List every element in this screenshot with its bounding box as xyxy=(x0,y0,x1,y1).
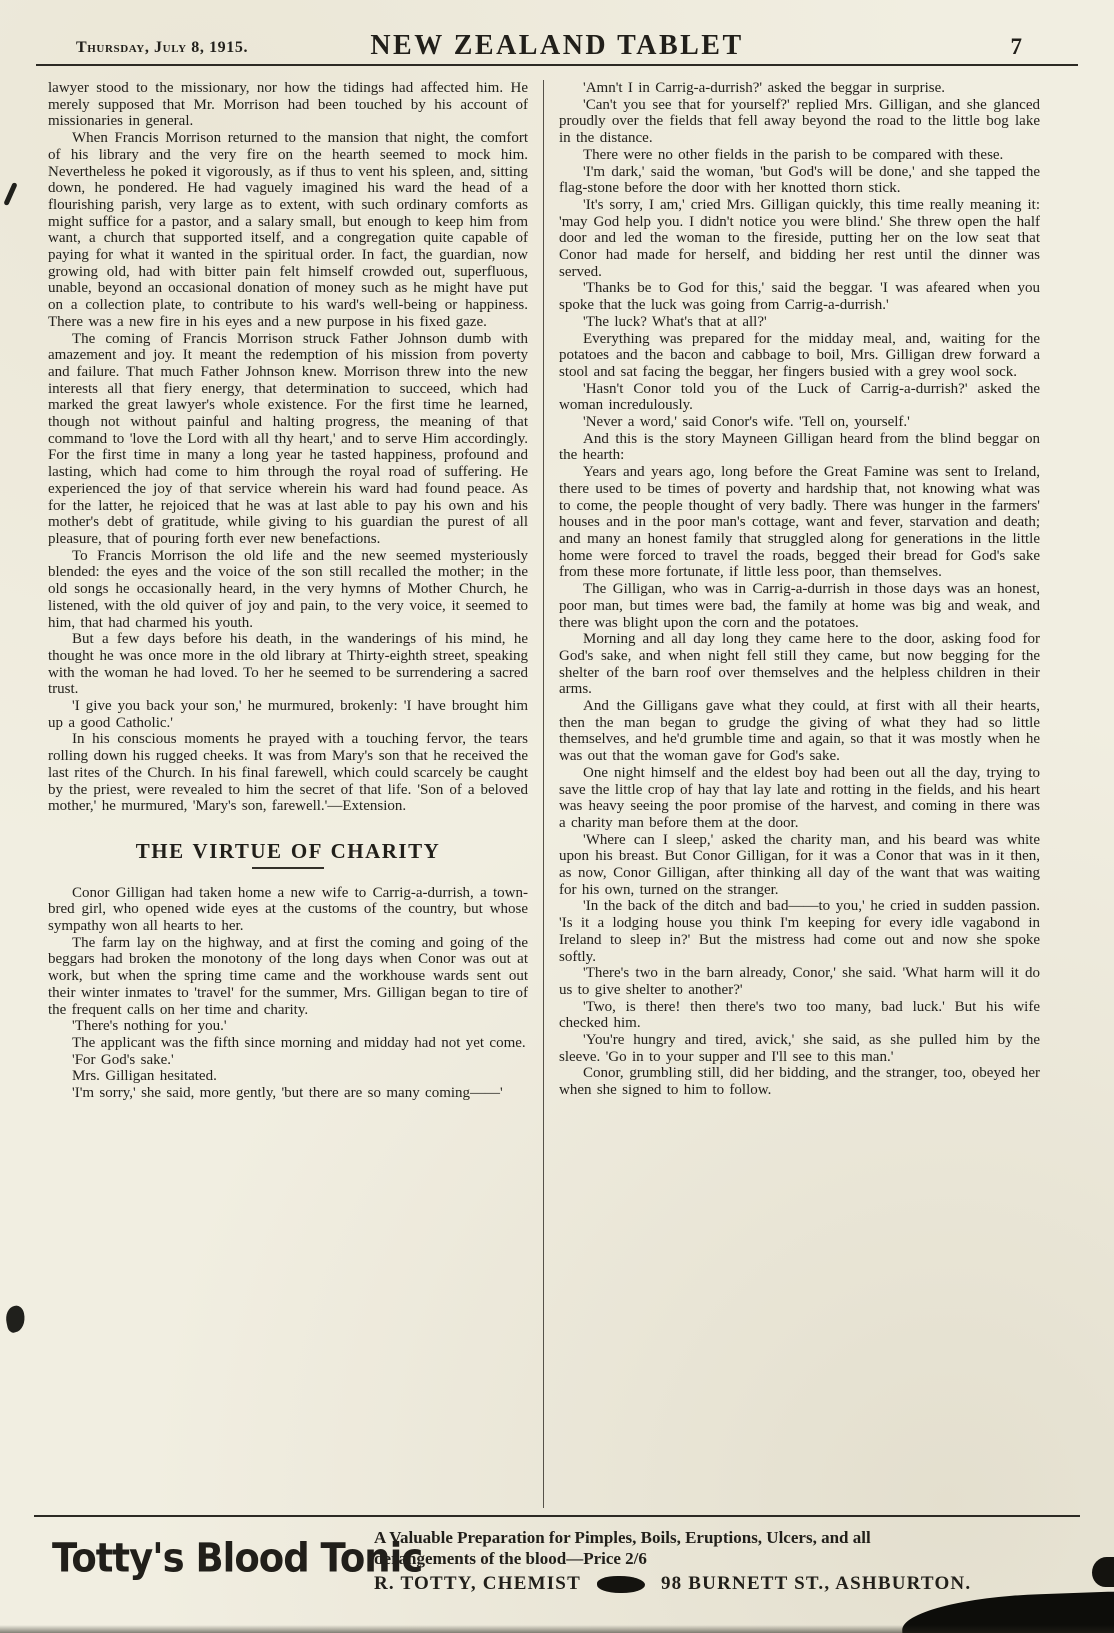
paragraph: When Francis Morrison returned to the mansion that night, the comfort of his library and the very fire on the hearth seemed to mock him. Nevertheless he poked it vigorously, as if thus to vent his spleen, and, sitting down, he pondered. He had vaguely imagined his ward the head of a flourishing parish, very large as to extent, with such ordinary comforts as might suffice for a pastor, and a salary small, but enough to keep him from want, a church that supported itself, and a congregation quite capable of paying for what it wanted in the spiritual order. In fact, the guardian, now growing old, had with bitter pain felt himself crowded out, superfluous, unable, beyond an occasional donation of money such as he might have put on a collection plate, to contribute to his ward's well-being or happiness. There was a new fire in his eyes and a new purpose in his fixed gaze. xyxy=(48,130,528,330)
advertisement-body xyxy=(52,1523,1074,1595)
paragraph: Years and years ago, long before the Great Famine was sent to Ireland, there used to be times of poverty and hardship that, not knowing what was to come, the people thought of very badly. There was hunger in the farmers' houses and in the poor man's cottage, want and fever, starvation and death; and many an honest family that struggled along for generations in the little home were forced to travel the roads, begged their bread for God's sake from these more fortunate, if little less poor, than themselves. xyxy=(559,464,1040,581)
paragraph: 'For God's sake.' xyxy=(72,1051,174,1068)
paragraph: 'In the back of the ditch and bad——to you,' he cried in sudden passion. 'Is it a lodging house you think I'm keeping for every idle vagabond in Ireland to sleep in?' But the mistress had come out and now she spoke softly. xyxy=(559,898,1040,965)
heading-rule xyxy=(252,867,324,869)
ad-chemist: R. TOTTY, CHEMIST xyxy=(374,1573,581,1594)
paragraph: In his conscious moments he prayed with a touching fervor, the tears rolling down his rugged cheeks. It was from Mary's son that he received the last rites of the Church. In his final farewell, which could scarcely be caught by the priest, were revealed to him the secret of that life. 'Son of a beloved mother,' he murmured, 'Mary's son, farewell.'—Extension. xyxy=(48,731,528,815)
story-one-continuation xyxy=(48,80,528,815)
ad-description-line1: A Valuable Preparation for Pimples, Boils, Eruptions, Ulcers, and all xyxy=(374,1528,871,1547)
header-rule xyxy=(36,64,1078,66)
paragraph: The Gilligan, who was in Carrig-a-durrish in those days was an honest, poor man, but times were bad, the family at home was big and weak, and there was blight upon the corn and the potatoes. xyxy=(559,581,1040,631)
paragraph: 'The luck? What's that at all?' xyxy=(583,313,767,330)
paragraph: 'Two, is there! then there's two too many, bad luck.' But his wife checked him. xyxy=(559,998,1040,1032)
page-number: 7 xyxy=(1010,34,1022,59)
ad-text xyxy=(374,1523,1074,1595)
left-column xyxy=(48,80,543,1508)
paragraph: 'There's two in the barn already, Conor,' she said. 'What harm will it do us to give shelter to another?' xyxy=(559,965,1040,998)
paragraph: Conor Gilligan had taken home a new wife to Carrig-a-durrish, a town-bred girl, who opened wide eyes at the customs of the country, but whose sympathy won all hearts to her. xyxy=(48,884,528,935)
paragraph: 'There's nothing for you.' xyxy=(72,1018,227,1035)
paragraph: Morning and all day long they came here to the door, asking food for God's sake, and when night fell still they came, but now begging for the shelter of the barn roof over themselves and the helpless children in their arms. xyxy=(559,631,1040,698)
paragraph: The coming of Francis Morrison struck Father Johnson dumb with amazement and joy. It meant the redemption of his mission from poverty and failure. That much Father Johnson knew. Morrison threw into the new interests all that fiery energy, that determination to succeed, which had marked the great lawyer's whole existence. For the first time he learned, though not without painful and halting progress, the meaning of that command to 'love the Lord with all thy heart,' and to serve Him accordingly. For the first time in many a long year he tasted happiness, profound and lasting, which had come to him through the royal road of suffering. He experienced the joy of that service wherein his ward had found peace. As for the latter, he rejoiced that he was at last able to pay his own and his mother's debt of gratitude, while giving to his guardian the purest of all pleasure, that of pouring forth ever new benefactions. xyxy=(48,330,528,547)
paragraph: And the Gilligans gave what they could, at first with all their hearts, then the man began to grudge the giving of what they had so little themselves, and he'd grumble time and again, so that it was mostly when he was out that the woman gave for God's sake. xyxy=(559,698,1040,765)
paragraph: The applicant was the fifth since morning and midday had not yet come. xyxy=(72,1034,526,1051)
paragraph: To Francis Morrison the old life and the new seemed mysteriously blended: the eyes and the voice of the son still recalled the mother; in the old songs he occasionally heard, in the very hymns of Mother Church, he listened, with the old quiver of joy and pain, to the very voice, it seemed to him, that had charmed his youth. xyxy=(48,547,528,631)
paragraph: Everything was prepared for the midday meal, and, waiting for the potatoes and the bacon and cabbage to boil, Mrs. Gilligan drew forward a stool and sat facing the beggar, her fingers busied with a grey wool sock. xyxy=(559,330,1040,380)
paragraph: There were no other fields in the parish to be compared with these. xyxy=(583,146,1004,163)
paragraph: 'Can't you see that for yourself?' replied Mrs. Gilligan, and she glanced proudly over the fields that fell away beyond the road to the little bog lake in the distance. xyxy=(559,96,1040,147)
ad-description-line2: derangements of the blood—Price 2/6 xyxy=(374,1549,647,1568)
scan-edge-shadow xyxy=(0,1625,1114,1633)
paragraph: But a few days before his death, in the wanderings of his mind, he thought he was once more in the old library at Thirty-eighth street, speaking with the woman he had loved. To her he seemed to be surrendering a sacred trust. xyxy=(48,631,528,698)
paragraph: lawyer stood to the missionary, nor how the tidings had affected him. He merely supposed that Mr. Morrison had been touched by his account of missionaries in general. xyxy=(48,80,528,130)
paragraph: 'Amn't I in Carrig-a-durrish?' asked the beggar in surprise. xyxy=(583,80,946,96)
scan-artifact xyxy=(1092,1557,1114,1587)
ink-blot xyxy=(3,182,17,206)
right-column xyxy=(544,80,1040,1508)
newspaper-title: NEW ZEALAND TABLET xyxy=(370,30,744,61)
paragraph: 'You're hungry and tired, avick,' she said, as she pulled him by the sleeve. 'Go in to your supper and I'll see to this man.' xyxy=(559,1032,1040,1065)
masthead xyxy=(40,0,1074,64)
paragraph: Conor, grumbling still, did her bidding, and the stranger, too, obeyed her when she signed to him to follow. xyxy=(559,1065,1040,1099)
story-virtue-of-charity xyxy=(48,885,528,1102)
ad-address: 98 BURNETT ST., ASHBURTON. xyxy=(660,1573,972,1594)
paragraph: Mrs. Gilligan hesitated. xyxy=(72,1068,217,1085)
paragraph: And this is the story Mayneen Gilligan heard from the blind beggar on the hearth: xyxy=(559,430,1040,464)
paragraph: 'Never a word,' said Conor's wife. 'Tell on, yourself.' xyxy=(583,414,910,431)
advertisement-rule xyxy=(34,1515,1080,1517)
paragraph: The farm lay on the highway, and at first the coming and going of the beggars had broken the monotony of the long days when Conor was out at work, but when the spring time came and the workhouse wards sent out their winter inmates to 'travel' for the summer, Mrs. Gilligan began to tire of the frequent calls on her time and charity. xyxy=(48,934,528,1018)
paragraph: 'I'm sorry,' she said, more gently, 'but there are so many coming——' xyxy=(72,1085,503,1102)
paragraph: 'I'm dark,' said the woman, 'but God's will be done,' and she tapped the flag-stone before the door with her knotted thorn stick. xyxy=(559,163,1040,197)
ink-blot xyxy=(4,1304,28,1333)
paragraph: 'I give you back your son,' he murmured, brokenly: 'I have brought him up a good Catholic.' xyxy=(48,698,528,731)
issue-date: Thursday, July 8, 1915. xyxy=(76,39,249,56)
ad-contact-line xyxy=(374,1573,1074,1595)
ink-smudge xyxy=(597,1576,645,1593)
paragraph: 'Hasn't Conor told you of the Luck of Carrig-a-durrish?' asked the woman incredulously. xyxy=(559,380,1040,414)
article-columns xyxy=(48,80,1066,1508)
paragraph: 'It's sorry, I am,' cried Mrs. Gilligan quickly, this time really meaning it: 'may God help you. I didn't notice you were blind.' She threw open the half door and led the woman to the fireside, putting her on the low seat that Conor had made for herself, and bidding her rest until the dinner was served. xyxy=(559,196,1040,280)
paragraph: 'Thanks be to God for this,' said the beggar. 'I was afeared when you spoke that the luck was going from Carrig-a-durrish.' xyxy=(559,280,1040,314)
section-heading: THE VIRTUE OF CHARITY xyxy=(135,838,441,863)
paragraph: One night himself and the eldest boy had been out all the day, trying to save the little crop of hay that lay late and rotting in the fields, and his heart was heavy seeing the poor promise of the harvest, and coming in there was a charity man before them at the door. xyxy=(559,764,1040,831)
story-virtue-of-charity-continued xyxy=(559,80,1040,1099)
paragraph: 'Where can I sleep,' asked the charity man, and his beard was white upon his breast. But Conor Gilligan, for it was a Conor that was in it then, as now, Conor Gilligan, after thinking all day of the want that was waiting for his own, turned on the stranger. xyxy=(559,831,1040,898)
ad-brand: Totty's Blood Tonic xyxy=(52,1535,423,1582)
